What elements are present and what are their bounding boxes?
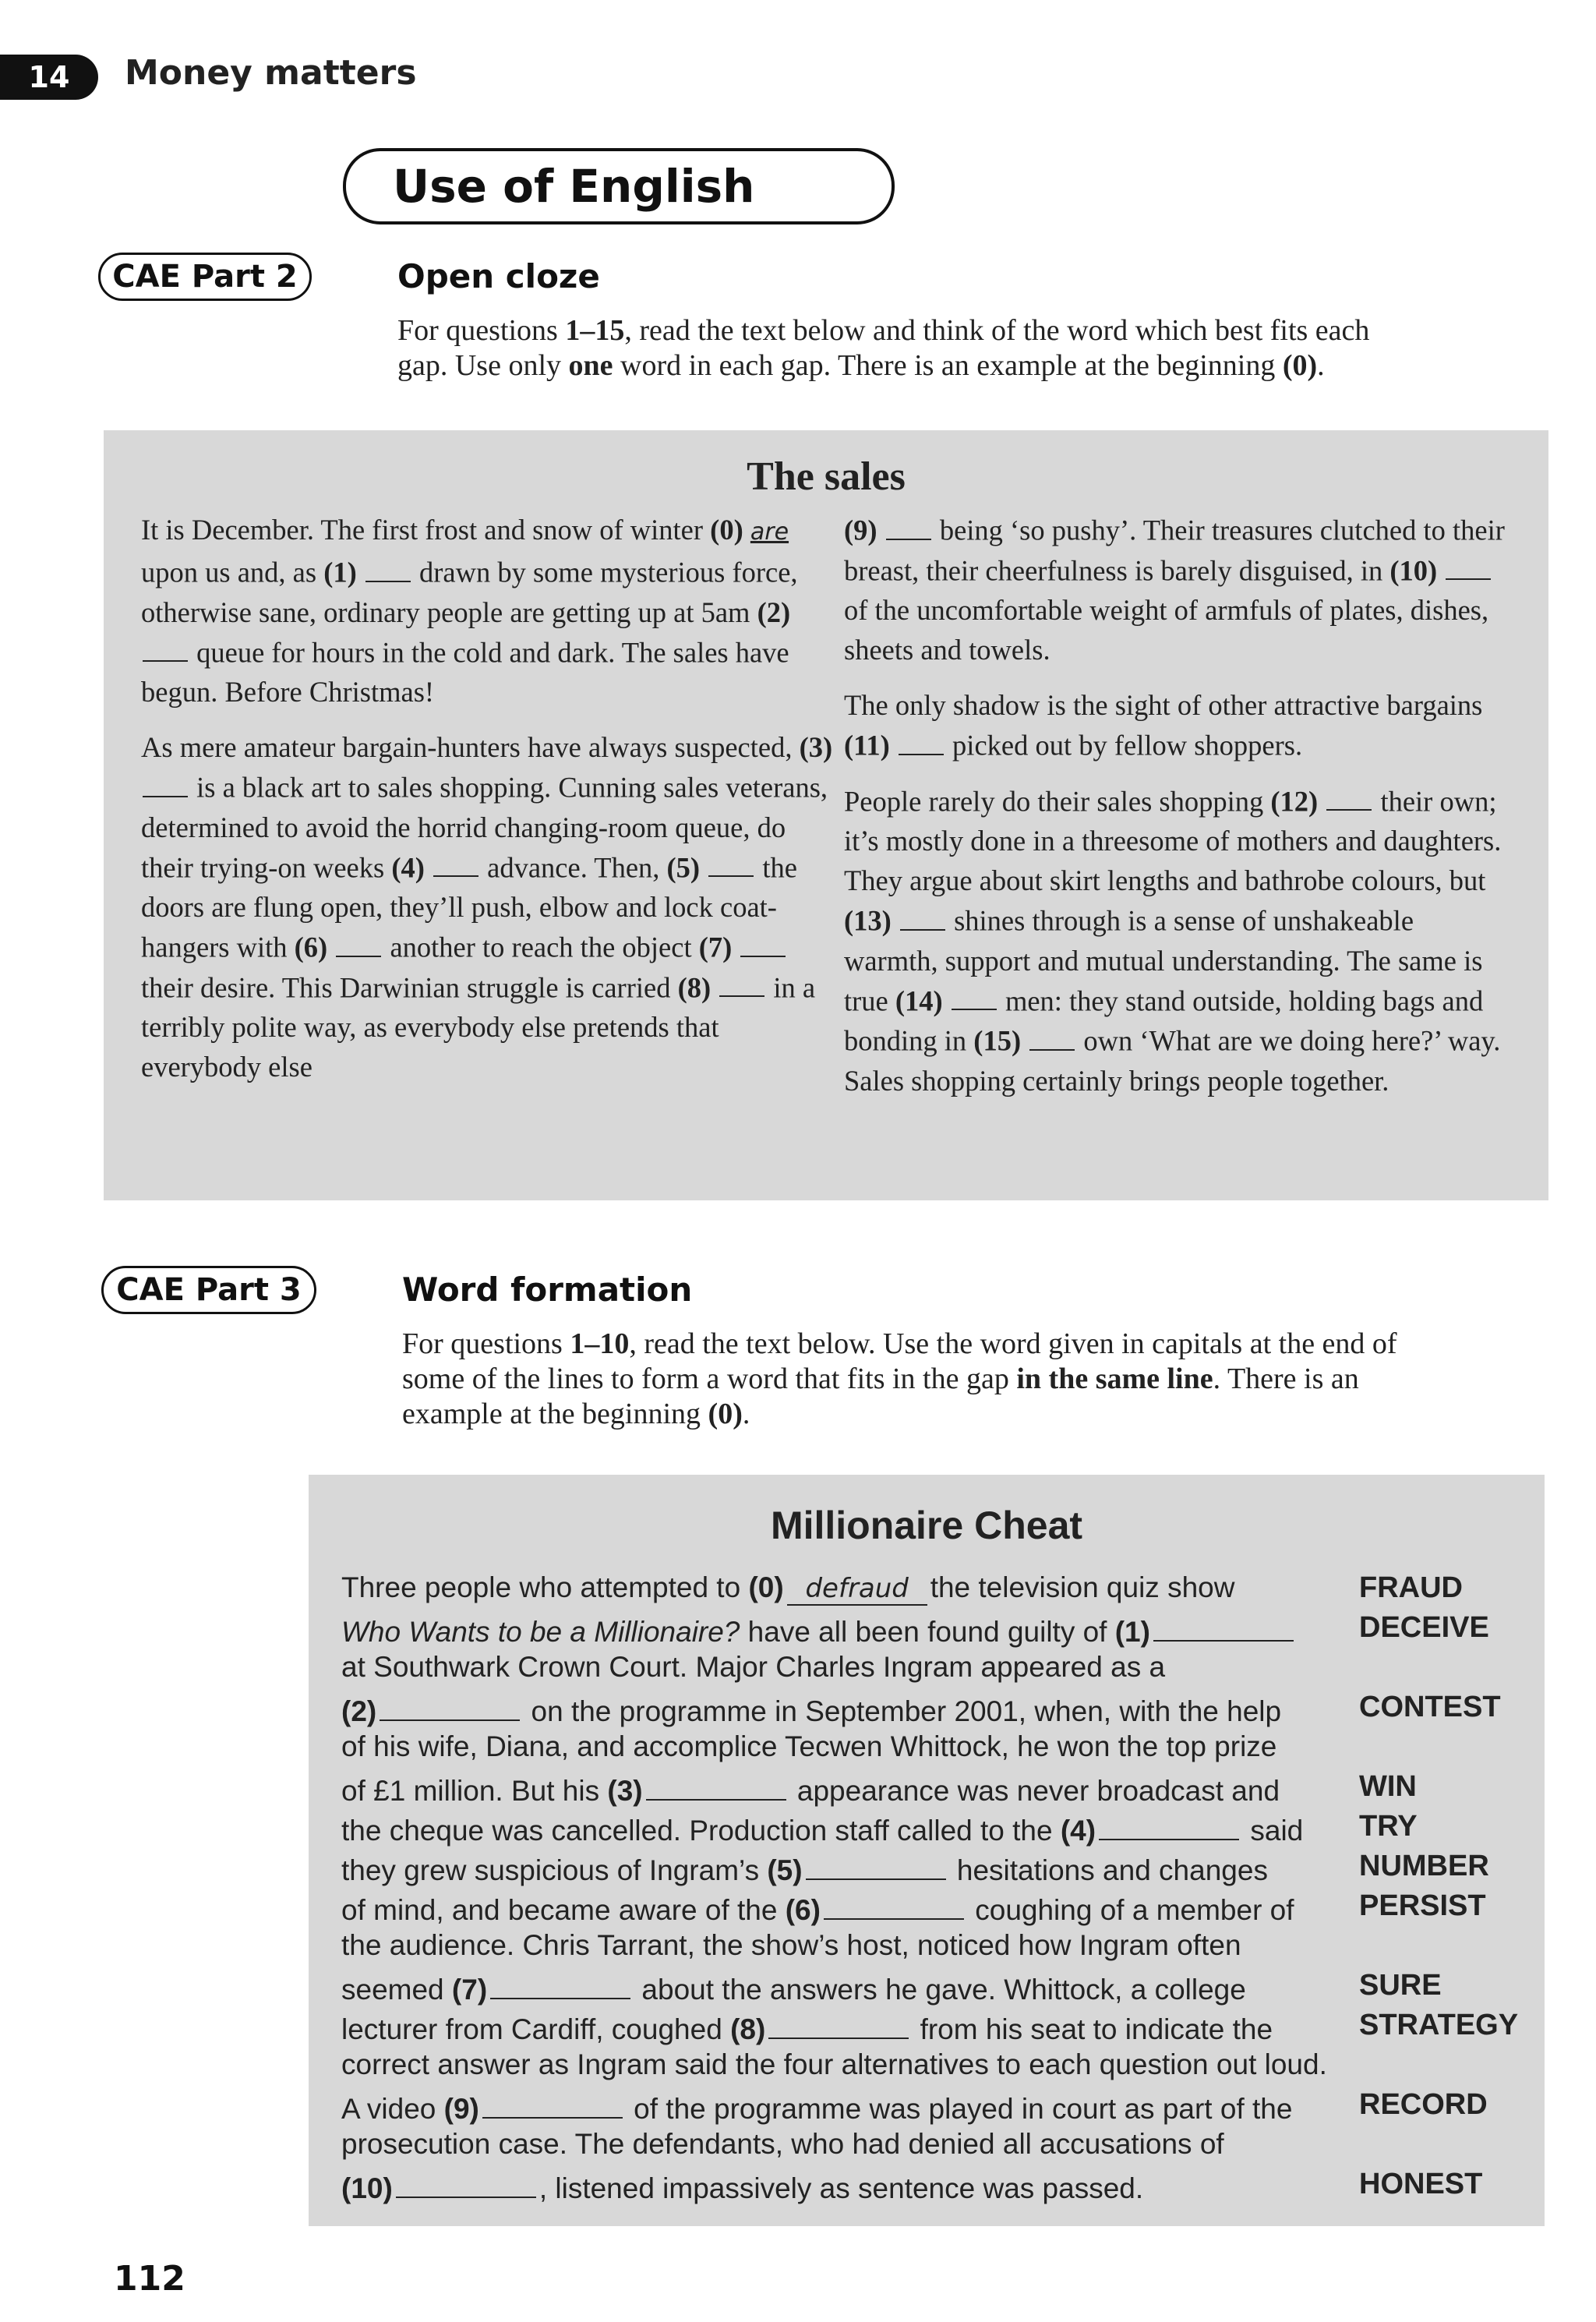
stem-word: WIN xyxy=(1359,1770,1417,1803)
part3-instruction-line: some of the lines to form a word that fits in the gap in the same line. There is an xyxy=(402,1362,1359,1395)
open-cloze-text-title: The sales xyxy=(747,454,906,499)
wf-line: of £1 million. But his (3) appearance was never broadcast and xyxy=(341,1770,1280,1808)
part2-label: CAE Part 2 xyxy=(98,253,312,301)
wf-line: at Southwark Crown Court. Major Charles Ingram appeared as a xyxy=(341,1651,1166,1683)
wf-line: they grew suspicious of Ingram’s (5) hesitations and changes xyxy=(341,1850,1268,1887)
gap-1[interactable] xyxy=(365,552,411,582)
part3-task-title: Word formation xyxy=(402,1271,693,1309)
gap-6[interactable] xyxy=(336,927,381,957)
wf-gap-9[interactable] xyxy=(482,2088,623,2119)
part2-instructions xyxy=(397,313,1543,383)
open-cloze-left-column xyxy=(141,510,842,1102)
stem-word: NUMBER xyxy=(1359,1850,1489,1882)
stem-word: SURE xyxy=(1359,1969,1442,2002)
gap-10[interactable] xyxy=(1446,550,1491,581)
gap-9[interactable] xyxy=(886,510,931,540)
wf-gap-3[interactable] xyxy=(646,1770,786,1801)
wf-line: seemed (7) about the answers he gave. Whittock, a college xyxy=(341,1969,1246,2006)
wf-gap-10[interactable] xyxy=(396,2168,536,2198)
wf-line: lecturer from Cardiff, coughed (8) from his seat to indicate the xyxy=(341,2009,1273,2046)
stem-word: STRATEGY xyxy=(1359,2009,1519,2041)
open-cloze-right-column xyxy=(844,510,1514,1116)
wf-line: A video (9) of the programme was played in court as part of the xyxy=(341,2088,1292,2126)
wf-line: (10) , listened impassively as sentence was passed. xyxy=(341,2168,1143,2205)
gap-12[interactable] xyxy=(1326,781,1372,811)
wf-line: the cheque was cancelled. Production staff called to the (4) said xyxy=(341,1810,1303,1847)
wf-line: correct answer as Ingram said the four alternatives to each question out loud. xyxy=(341,2048,1327,2080)
wf-gap-4[interactable] xyxy=(1099,1810,1239,1840)
wf-gap-7[interactable] xyxy=(490,1969,630,1999)
cloze-paragraph: People rarely do their sales shopping (12) their own; it’s mostly done in a threesome of mothers and daughters. They argue about skirt lengths and bathrobe colours, but (13) shines through is a sense of unshakeable warmth, support and mutual understanding. The same is true (14) men: they stand outside, holding bags and bonding in (15) own ‘What are we doing here?’ way. Sales shopping certainly brings people together. xyxy=(844,781,1514,1101)
part2-instruction-line: gap. Use only one word in each gap. There is an example at the beginning (0). xyxy=(397,349,1325,382)
gap-15[interactable] xyxy=(1029,1020,1075,1051)
part2-task-title: Open cloze xyxy=(397,257,600,295)
word-formation-text-title: Millionaire Cheat xyxy=(770,1504,1083,1547)
part3-label: CAE Part 3 xyxy=(101,1266,316,1314)
cloze-paragraph: The only shadow is the sight of other attractive bargains (11) picked out by fellow shoppers. xyxy=(844,689,1483,762)
page-number: 112 xyxy=(114,2259,185,2299)
gap-11[interactable] xyxy=(899,725,944,755)
cloze-paragraph: As mere amateur bargain-hunters have always suspected, (3) is a black art to sales shopping. Cunning sales veterans, determined to avoid the horrid changing-room queue, do their trying-on weeks (4) advance. Then, (5) the doors are flung open, they’ll push, elbow and lock coat-hangers with (6) another to reach the object (7) their desire. This Darwinian struggle is carried (8) in a terribly polite way, as everybody else pretends that everybody else xyxy=(141,731,833,1083)
wf-line: prosecution case. The defendants, who had denied all accusations of xyxy=(341,2128,1224,2160)
cloze-paragraph: (9) being ‘so pushy’. Their treasures clutched to their breast, their cheerfulness is barely disguised, in (10) of the uncomfortable weight of armfuls of plates, dishes, sheets and towels. xyxy=(844,510,1514,670)
unit-number-badge: 14 xyxy=(0,55,98,100)
wf-line: the audience. Chris Tarrant, the show’s host, noticed how Ingram often xyxy=(341,1929,1241,1961)
wf-line: of mind, and became aware of the (6) coughing of a member of xyxy=(341,1889,1294,1927)
cloze-paragraph: It is December. The first frost and snow of winter (0) are upon us and, as (1) drawn by some mysterious force, otherwise sane, ordinary people are getting up at 5am (2) queue for hours in the cold and dark. The sales have begun. Before Christmas! xyxy=(141,514,798,708)
stem-word: RECORD xyxy=(1359,2088,1488,2121)
stem-word: DECEIVE xyxy=(1359,1611,1489,1644)
wf-example-answer: defraud xyxy=(787,1573,927,1606)
stem-word: PERSIST xyxy=(1359,1889,1486,1922)
gap-13[interactable] xyxy=(900,900,945,931)
gap-4[interactable] xyxy=(433,847,478,878)
wf-gap-8[interactable] xyxy=(768,2009,909,2039)
wf-line: of his wife, Diana, and accomplice Tecwen Whittock, he won the top prize xyxy=(341,1730,1277,1762)
open-cloze-panel xyxy=(104,430,1548,1200)
section-title: Use of English xyxy=(393,160,755,213)
wf-line: Three people who attempted to (0) defraud the television quiz show xyxy=(341,1571,1235,1604)
part3-instruction-line: For questions 1–10, read the text below. Use the word given in capitals at the end of xyxy=(402,1327,1397,1360)
word-formation-panel xyxy=(309,1475,1545,2226)
gap-8[interactable] xyxy=(719,967,764,998)
part3-instruction-line: example at the beginning (0). xyxy=(402,1398,750,1430)
wf-gap-1[interactable] xyxy=(1153,1611,1294,1642)
stem-word: TRY xyxy=(1359,1810,1418,1843)
unit-title: Money matters xyxy=(125,53,417,93)
stem-word: CONTEST xyxy=(1359,1691,1501,1723)
example-answer: are xyxy=(750,518,789,546)
stem-word: FRAUD xyxy=(1359,1571,1463,1604)
gap-5[interactable] xyxy=(708,847,754,878)
gap-3[interactable] xyxy=(143,767,188,797)
part2-instruction-line: For questions 1–15, read the text below and think of the word which best fits each xyxy=(397,314,1370,347)
gap-2[interactable] xyxy=(143,632,188,663)
gap-14[interactable] xyxy=(952,981,997,1011)
wf-gap-6[interactable] xyxy=(824,1889,964,1920)
wf-gap-5[interactable] xyxy=(806,1850,946,1880)
wf-gap-2[interactable] xyxy=(380,1691,520,1721)
section-title-box xyxy=(343,148,895,224)
stem-word: HONEST xyxy=(1359,2168,1483,2200)
part3-instructions xyxy=(402,1327,1548,1432)
wf-line: Who Wants to be a Millionaire? have all been found guilty of (1) xyxy=(341,1611,1297,1649)
gap-7[interactable] xyxy=(740,927,786,957)
wf-line: (2) on the programme in September 2001, when, with the help xyxy=(341,1691,1281,1728)
